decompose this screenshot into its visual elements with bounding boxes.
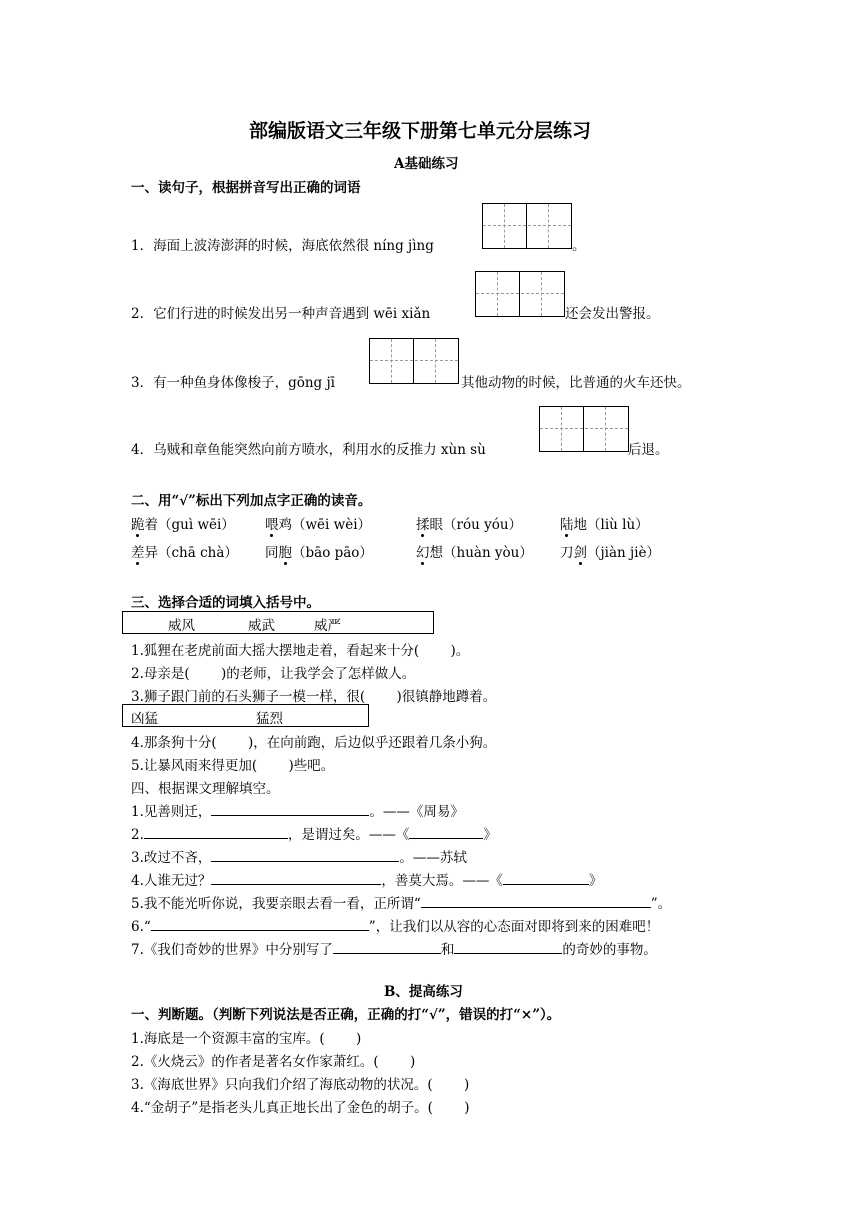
pinyin-grid-4[interactable] [539,406,629,452]
reading-item[interactable]: 差异（chā chà） [131,541,238,561]
fill-line-1: 1.见善则迁， 。——《周易》 [131,804,464,820]
s1-item-2-after: 还会发出警报。 [565,306,660,322]
reading-item[interactable]: 刀剑（jiàn jiè） [560,541,660,561]
word-option: 威严 [314,618,341,634]
judge-item-1: 1.海底是一个资源丰富的宝库。( ) [131,1031,362,1047]
fill-line-2: 2. ，是谓过矣。——《 》 [131,827,497,843]
blank[interactable] [421,895,651,908]
word-option: 威武 [248,618,275,634]
s1-item-4-after: 后退。 [628,442,669,458]
s3-question-1: 1.狐狸在老虎前面大摇大摆地走着，看起来十分( )。 [131,643,470,659]
blank[interactable] [211,872,381,885]
pinyin-grid-1[interactable] [482,203,572,249]
dotted-char: 揉 [416,513,430,533]
s2-heading: 二、用“√”标出下列加点字正确的读音。 [131,493,372,509]
fill-line-6: 6.“ ”，让我们以从容的心态面对即将到来的困难吧！ [131,919,660,935]
blank[interactable] [144,826,288,839]
word-box-2 [122,704,369,727]
fill-line-3: 3.改过不吝， 。——苏轼 [131,850,467,866]
page-title: 部编版语文三年级下册第七单元分层练习 [249,120,592,142]
blank[interactable] [409,826,483,839]
s1-item-4-before: 4．乌贼和章鱼能突然向前方喷水，利用水的反推力 xùn sù [131,442,486,458]
s3-question-5: 5.让暴风雨来得更加( )些吧。 [131,758,335,774]
blank[interactable] [454,941,562,954]
fill-line-4: 4.人谁无过？ ，善莫大焉。——《 》 [131,873,603,889]
pinyin-grid-2[interactable] [475,271,565,317]
b1-heading: 一、判断题。（判断下列说法是否正确，正确的打“√”，错误的打“×”）。 [131,1007,561,1023]
pinyin-grid-3[interactable] [369,338,459,384]
fill-line-5: 5.我不能光听你说，我要亲眼去看一看，正所谓“ ”。 [131,896,672,912]
word-option: 威风 [168,618,195,634]
blank[interactable] [333,941,441,954]
reading-item[interactable]: 幻想（huàn yòu） [416,541,533,561]
reading-item[interactable]: 同胞（bāo pāo） [265,541,373,561]
judge-item-3: 3.《海底世界》只向我们介绍了海底动物的状况。( ) [131,1077,470,1093]
dotted-char: 差 [131,541,145,561]
judge-item-2: 2.《火烧云》的作者是著名女作家萧红。( ) [131,1054,416,1070]
blank[interactable] [151,918,369,931]
dotted-char: 幻 [416,541,430,561]
section-b-heading: B、提高练习 [384,984,463,1000]
reading-item[interactable]: 跪着（guì wēi） [131,513,235,533]
s3-question-4: 4.那条狗十分( )，在向前跑，后边似乎还跟着几条小狗。 [131,735,497,751]
s1-item-1-after: 。 [572,238,586,254]
blank[interactable] [211,803,369,816]
s1-item-3-before: 3．有一种鱼身体像梭子，gōng jī [131,375,335,391]
reading-item[interactable]: 揉眼（róu yóu） [416,513,522,533]
s3-heading: 三、选择合适的词填入括号中。 [131,595,320,611]
s1-item-2-before: 2．它们行进的时候发出另一种声音遇到 wēi xiǎn [131,306,431,322]
word-option: 猛烈 [256,711,283,727]
fill-line-7: 7.《我们奇妙的世界》中分别写了 和 的奇妙的事物。 [131,942,657,958]
s1-item-3-after: 其他动物的时候，比普通的火车还快。 [461,375,691,391]
reading-item[interactable]: 陆地（liù lù） [560,513,649,533]
s3-question-2: 2.母亲是( )的老师，让我学会了怎样做人。 [131,666,416,682]
word-option: 凶猛 [131,711,158,727]
s1-heading: 一、读句子，根据拼音写出正确的词语 [131,180,361,196]
dotted-char: 跪 [131,513,145,533]
blank[interactable] [503,872,589,885]
blank[interactable] [211,849,399,862]
dotted-char: 剑 [574,541,588,561]
s3-question-3: 3.狮子跟门前的石头狮子一模一样，很( )很镇静地蹲着。 [131,689,497,705]
s1-item-1-before: 1．海面上波涛澎湃的时候，海底依然很 níng jìng [131,238,434,254]
reading-item[interactable]: 喂鸡（wēi wèi） [265,513,371,533]
section-a-heading: A基础练习 [394,156,459,172]
dotted-char: 陆 [560,513,574,533]
dotted-char: 胞 [279,541,293,561]
s4-heading: 四、根据课文理解填空。 [131,781,280,797]
dotted-char: 喂 [265,513,279,533]
judge-item-4: 4.“金胡子”是指老头儿真正地长出了金色的胡子。( ) [131,1100,470,1116]
